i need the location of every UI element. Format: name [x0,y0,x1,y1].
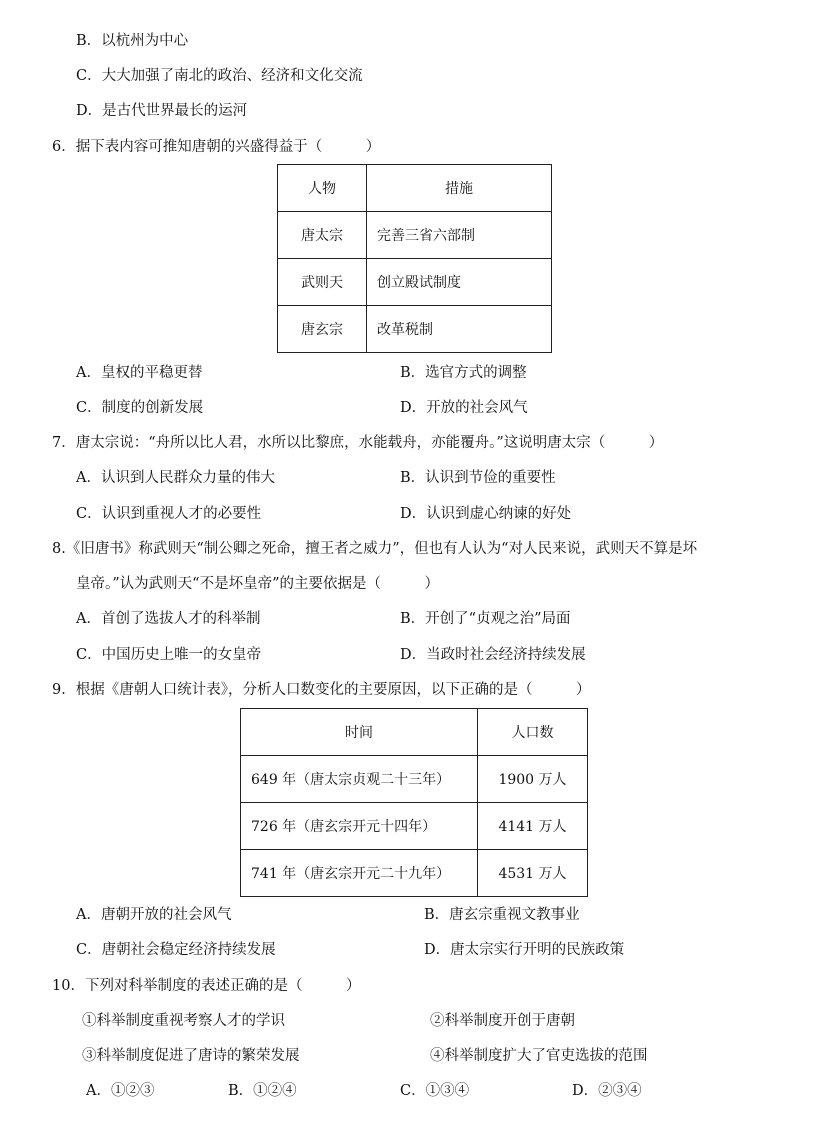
table-cell: 741 年（唐玄宗开元二十九年） [241,850,478,897]
table-row [241,850,588,897]
q8-stem-line2: 皇帝。”认为武则天“不是坏皇帝”的主要依据是（ ） [76,576,439,592]
q5-option-d: D．是古代世界最长的运河 [76,103,248,119]
q10-statement-3: ③科举制度促进了唐诗的繁荣发展 [82,1048,300,1064]
q6-table [277,164,552,353]
table-header-cell: 措施 [367,165,552,212]
q10-statement-1: ①科举制度重视考察人才的学识 [82,1013,285,1029]
table-cell: 改革税制 [367,306,552,353]
q9-table [240,708,588,897]
q5-option-b: B．以杭州为中心 [76,33,189,49]
q10-statement-4: ④科举制度扩大了官吏选拔的范围 [430,1048,648,1064]
q6-stem: 6．据下表内容可推知唐朝的兴盛得益于（ ） [52,139,381,155]
table-cell: 创立殿试制度 [367,259,552,306]
q6-option-c: C．制度的创新发展 [76,400,204,416]
table-header-row [241,709,588,756]
q7-option-c: C．认识到重视人才的必要性 [76,506,262,522]
q10-stem: 10．下列对科举制度的表述正确的是（ ） [52,978,361,994]
q9-option-c: C．唐朝社会稳定经济持续发展 [76,942,276,958]
table-cell: 武则天 [278,259,367,306]
q8-option-a: A．首创了选拔人才的科举制 [76,611,261,627]
q8-option-d: D．当政时社会经济持续发展 [400,647,586,663]
q10-option-d: D．②③④ [572,1083,642,1099]
q9-stem: 9．根据《唐朝人口统计表》，分析人口数变化的主要原因，以下正确的是（ ） [52,682,591,698]
table-row [278,259,552,306]
table-row [241,803,588,850]
q10-option-a: A．①②③ [86,1083,155,1099]
q7-option-d: D．认识到虚心纳谏的好处 [400,506,572,522]
q7-option-b: B．认识到节俭的重要性 [400,470,556,486]
q10-option-b: B．①②④ [228,1083,297,1099]
table-cell: 4141 万人 [478,803,588,850]
q8-option-b: B．开创了“贞观之治”局面 [400,611,571,627]
q10-statement-2: ②科举制度开创于唐朝 [430,1013,575,1029]
q9-option-b: B．唐玄宗重视文教事业 [424,907,580,923]
table-cell: 唐太宗 [278,212,367,259]
table-cell: 726 年（唐玄宗开元十四年） [241,803,478,850]
table-cell: 完善三省六部制 [367,212,552,259]
table-header-row [278,165,552,212]
table-header-cell: 时间 [241,709,478,756]
table-header-cell: 人物 [278,165,367,212]
table-cell: 1900 万人 [478,756,588,803]
table-cell: 649 年（唐太宗贞观二十三年） [241,756,478,803]
q8-stem-line1: 8.《旧唐书》称武则天“制公卿之死命，擅王者之威力”，但也有人认为“对人民来说，武则天不算是坏 [52,541,698,557]
q8-option-c: C．中国历史上唯一的女皇帝 [76,647,262,663]
q6-option-a: A．皇权的平稳更替 [76,365,203,381]
q9-option-d: D．唐太宗实行开明的民族政策 [424,942,625,958]
table-cell: 4531 万人 [478,850,588,897]
q6-option-b: B．选官方式的调整 [400,365,527,381]
q7-option-a: A．认识到人民群众力量的伟大 [76,470,275,486]
q5-option-c: C．大大加强了南北的政治、经济和文化交流 [76,68,363,84]
q9-option-a: A．唐朝开放的社会风气 [76,907,232,923]
q7-stem: 7．唐太宗说：“舟所以比人君，水所以比黎庶，水能载舟，亦能覆舟。”这说明唐太宗（ ） [52,435,664,451]
q6-option-d: D．开放的社会风气 [400,400,528,416]
table-header-cell: 人口数 [478,709,588,756]
table-cell: 唐玄宗 [278,306,367,353]
q10-option-c: C．①③④ [400,1083,470,1099]
table-row [278,212,552,259]
table-row [241,756,588,803]
table-row [278,306,552,353]
